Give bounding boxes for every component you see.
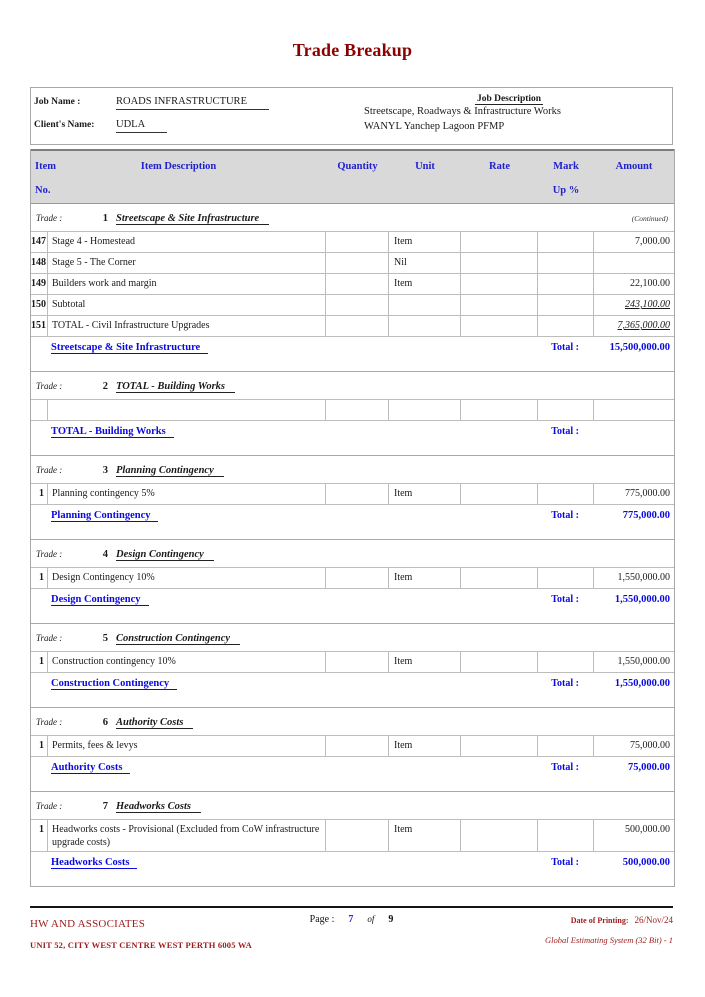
section-total-amount: 1,550,000.00 bbox=[614, 594, 670, 605]
cell-item-no: 1 bbox=[31, 484, 48, 504]
trade-heading bbox=[31, 456, 674, 483]
cell-amount: 75,000.00 bbox=[630, 740, 670, 751]
table-header-band bbox=[31, 149, 674, 204]
cell-amount: 243,100.00 bbox=[625, 299, 670, 310]
cell-quantity bbox=[326, 295, 389, 315]
cell-quantity bbox=[326, 274, 389, 294]
cell-amount: 22,100.00 bbox=[630, 278, 670, 289]
cell-quantity bbox=[326, 652, 389, 672]
section-total-row bbox=[31, 589, 674, 623]
cell-item-no: 147 bbox=[31, 232, 48, 252]
page-footer bbox=[30, 906, 673, 951]
trade-name: Construction Contingency bbox=[116, 633, 240, 645]
date-of-printing bbox=[571, 915, 673, 925]
cell-description: Builders work and margin bbox=[48, 274, 326, 294]
cell-rate bbox=[461, 652, 538, 672]
cell-rate bbox=[461, 736, 538, 756]
cell-description: Headworks costs - Provisional (Excluded from CoW infrastructure upgrade costs) bbox=[48, 820, 326, 851]
table-row bbox=[31, 295, 674, 316]
section-total-caption: Total : bbox=[551, 594, 579, 605]
header-quantity: Quantity bbox=[337, 160, 378, 172]
cell-description: Design Contingency 10% bbox=[48, 568, 326, 588]
trade-label: Trade : bbox=[36, 213, 63, 223]
cell-unit: Item bbox=[389, 274, 461, 294]
table-row bbox=[31, 232, 674, 253]
trade-number: 1 bbox=[102, 213, 108, 224]
cell-item-no bbox=[31, 400, 48, 420]
cell-rate bbox=[461, 232, 538, 252]
section-rows bbox=[31, 819, 674, 852]
job-name-label: Job Name : bbox=[34, 97, 81, 107]
cell-rate bbox=[461, 295, 538, 315]
job-description-line2: WANYL Yanchep Lagoon PFMP bbox=[364, 121, 505, 132]
header-no: No. bbox=[35, 184, 51, 196]
trade-heading bbox=[31, 372, 674, 399]
cell-description: Stage 4 - Homestead bbox=[48, 232, 326, 252]
section-rows bbox=[31, 231, 674, 337]
table-row bbox=[31, 652, 674, 673]
section-total-label: Streetscape & Site Infrastructure bbox=[51, 342, 208, 354]
cell-amount: 1,550,000.00 bbox=[617, 656, 670, 667]
cell-markup bbox=[538, 820, 594, 851]
section-total-row bbox=[31, 505, 674, 539]
company-name: HW AND ASSOCIATES bbox=[30, 918, 146, 930]
header-item-description: Item Item Description bbox=[35, 160, 217, 172]
trade-name: TOTAL - Building Works bbox=[116, 381, 235, 393]
trade-number: 4 bbox=[102, 549, 108, 560]
section-total-caption: Total : bbox=[551, 762, 579, 773]
table-row bbox=[31, 568, 674, 589]
trade-section bbox=[31, 456, 674, 540]
section-rows bbox=[31, 483, 674, 505]
cell-item-no: 1 bbox=[31, 820, 48, 851]
section-total-label: Construction Contingency bbox=[51, 678, 177, 690]
trade-number: 7 bbox=[102, 801, 108, 812]
trade-number: 3 bbox=[102, 465, 108, 476]
section-total-row bbox=[31, 852, 674, 886]
section-total-caption: Total : bbox=[551, 678, 579, 689]
cell-amount: 7,000.00 bbox=[635, 236, 670, 247]
cell-item-no: 151 bbox=[31, 316, 48, 336]
trade-breakup-table bbox=[30, 149, 675, 887]
client-name-label: Client's Name: bbox=[34, 120, 95, 130]
cell-rate bbox=[461, 400, 538, 420]
job-description-line1: Streetscape, Roadways & Infrastructure Works bbox=[364, 106, 561, 117]
trade-heading bbox=[31, 708, 674, 735]
section-rows bbox=[31, 399, 674, 421]
trade-label: Trade : bbox=[36, 801, 63, 811]
cell-item-no: 1 bbox=[31, 736, 48, 756]
cell-markup bbox=[538, 736, 594, 756]
cell-markup bbox=[538, 652, 594, 672]
cell-markup bbox=[538, 400, 594, 420]
cell-quantity bbox=[326, 400, 389, 420]
section-total-label: Design Contingency bbox=[51, 594, 149, 606]
trade-name: Design Contingency bbox=[116, 549, 214, 561]
section-rows bbox=[31, 735, 674, 757]
trade-heading bbox=[31, 624, 674, 651]
section-total-caption: Total : bbox=[551, 857, 579, 868]
table-row bbox=[31, 400, 674, 421]
cell-amount bbox=[594, 253, 674, 273]
cell-quantity bbox=[326, 253, 389, 273]
section-total-amount: 1,550,000.00 bbox=[614, 678, 670, 689]
page-number: 7 bbox=[348, 914, 354, 925]
cell-quantity bbox=[326, 568, 389, 588]
page-indicator bbox=[310, 914, 394, 925]
cell-markup bbox=[538, 484, 594, 504]
job-info-box bbox=[30, 87, 673, 145]
trade-heading bbox=[31, 204, 674, 231]
cell-rate bbox=[461, 568, 538, 588]
section-total-label: Planning Contingency bbox=[51, 510, 158, 522]
section-total-row bbox=[31, 673, 674, 707]
trade-section bbox=[31, 540, 674, 624]
header-item: Item bbox=[35, 160, 56, 172]
cell-rate bbox=[461, 820, 538, 851]
cell-quantity bbox=[326, 316, 389, 336]
cell-unit: Nil bbox=[389, 253, 461, 273]
cell-item-no: 149 bbox=[31, 274, 48, 294]
trade-label: Trade : bbox=[36, 717, 63, 727]
page-of-label: of bbox=[367, 914, 375, 924]
job-description-block bbox=[364, 94, 664, 134]
cell-amount: 500,000.00 bbox=[625, 824, 670, 835]
cell-item-no: 1 bbox=[31, 652, 48, 672]
trade-label: Trade : bbox=[36, 465, 63, 475]
trade-number: 2 bbox=[102, 381, 108, 392]
trade-number: 6 bbox=[102, 717, 108, 728]
section-total-label: TOTAL - Building Works bbox=[51, 426, 174, 438]
cell-rate bbox=[461, 484, 538, 504]
trade-section bbox=[31, 792, 674, 886]
section-total-row bbox=[31, 421, 674, 455]
trade-label: Trade : bbox=[36, 549, 63, 559]
header-unit: Unit bbox=[415, 160, 435, 172]
date-of-printing-label: Date of Printing: bbox=[570, 916, 629, 925]
cell-markup bbox=[538, 316, 594, 336]
cell-description: Subtotal bbox=[48, 295, 326, 315]
job-info-left bbox=[34, 94, 364, 134]
cell-description: Stage 5 - The Corner bbox=[48, 253, 326, 273]
header-mark: Mark bbox=[553, 160, 579, 172]
cell-description: TOTAL - Civil Infrastructure Upgrades bbox=[48, 316, 326, 336]
cell-quantity bbox=[326, 736, 389, 756]
date-of-printing-value: 26/Nov/24 bbox=[634, 915, 673, 925]
table-row bbox=[31, 274, 674, 295]
cell-quantity bbox=[326, 232, 389, 252]
cell-amount: 7,365,000.00 bbox=[617, 320, 670, 331]
trade-section bbox=[31, 204, 674, 372]
section-total-row bbox=[31, 757, 674, 791]
section-total-amount: 500,000.00 bbox=[622, 857, 670, 868]
cell-amount bbox=[594, 400, 674, 420]
cell-amount: 775,000.00 bbox=[625, 488, 670, 499]
trade-name: Streetscape & Site Infrastructure bbox=[116, 213, 269, 225]
cell-rate bbox=[461, 274, 538, 294]
header-amount: Amount bbox=[615, 160, 653, 172]
cell-markup bbox=[538, 295, 594, 315]
job-name-value: ROADS INFRASTRUCTURE bbox=[116, 94, 269, 110]
cell-unit bbox=[389, 295, 461, 315]
cell-description: Permits, fees & levys bbox=[48, 736, 326, 756]
section-total-caption: Total : bbox=[551, 426, 579, 437]
cell-unit: Item bbox=[389, 736, 461, 756]
header-up-percent: Up % bbox=[552, 184, 580, 196]
trade-heading bbox=[31, 540, 674, 567]
job-description-label: Job Description bbox=[476, 94, 542, 104]
system-note: Global Estimating System (32 Bit) - 1 bbox=[545, 935, 673, 945]
trade-section bbox=[31, 372, 674, 456]
cell-item-no: 148 bbox=[31, 253, 48, 273]
cell-unit: Item bbox=[389, 568, 461, 588]
cell-quantity bbox=[326, 820, 389, 851]
section-total-amount: 15,500,000.00 bbox=[609, 342, 670, 353]
trade-name: Planning Contingency bbox=[116, 465, 224, 477]
cell-unit: Item bbox=[389, 484, 461, 504]
trade-heading bbox=[31, 792, 674, 819]
cell-markup bbox=[538, 232, 594, 252]
cell-item-no: 1 bbox=[31, 568, 48, 588]
trade-section bbox=[31, 624, 674, 708]
section-total-label: Headworks Costs bbox=[51, 857, 137, 869]
cell-item-no: 150 bbox=[31, 295, 48, 315]
cell-description: Planning contingency 5% bbox=[48, 484, 326, 504]
continued-note: (Continued) bbox=[631, 214, 668, 223]
cell-rate bbox=[461, 316, 538, 336]
section-rows bbox=[31, 651, 674, 673]
page-title: Trade Breakup bbox=[292, 40, 413, 60]
cell-unit bbox=[389, 400, 461, 420]
table-row bbox=[31, 316, 674, 337]
table-row bbox=[31, 820, 674, 852]
cell-description: Construction contingency 10% bbox=[48, 652, 326, 672]
page-label: Page : bbox=[309, 914, 335, 925]
trade-label: Trade : bbox=[36, 633, 63, 643]
section-total-amount: 775,000.00 bbox=[622, 510, 670, 521]
section-rows bbox=[31, 567, 674, 589]
section-total-label: Authority Costs bbox=[51, 762, 130, 774]
cell-unit: Item bbox=[389, 820, 461, 851]
cell-rate bbox=[461, 253, 538, 273]
trade-label: Trade : bbox=[36, 381, 63, 391]
sections-container bbox=[31, 204, 674, 886]
cell-unit: Item bbox=[389, 652, 461, 672]
trade-number: 5 bbox=[102, 633, 108, 644]
cell-unit bbox=[389, 316, 461, 336]
trade-name: Headworks Costs bbox=[116, 801, 201, 813]
client-name-value: UDLA bbox=[116, 117, 167, 133]
cell-amount: 1,550,000.00 bbox=[617, 572, 670, 583]
section-total-amount: 75,000.00 bbox=[628, 762, 670, 773]
cell-description bbox=[48, 400, 326, 420]
page-total: 9 bbox=[388, 914, 394, 925]
section-total-caption: Total : bbox=[551, 342, 579, 353]
cell-markup bbox=[538, 274, 594, 294]
table-row bbox=[31, 736, 674, 757]
table-row bbox=[31, 253, 674, 274]
table-row bbox=[31, 484, 674, 505]
cell-markup bbox=[538, 568, 594, 588]
cell-unit: Item bbox=[389, 232, 461, 252]
trade-name: Authority Costs bbox=[116, 717, 193, 729]
trade-section bbox=[31, 708, 674, 792]
company-address: UNIT 52, CITY WEST CENTRE WEST PERTH 6005 WA bbox=[30, 940, 252, 950]
cell-markup bbox=[538, 253, 594, 273]
header-rate: Rate bbox=[489, 160, 510, 172]
cell-quantity bbox=[326, 484, 389, 504]
section-total-caption: Total : bbox=[551, 510, 579, 521]
section-total-row bbox=[31, 337, 674, 371]
